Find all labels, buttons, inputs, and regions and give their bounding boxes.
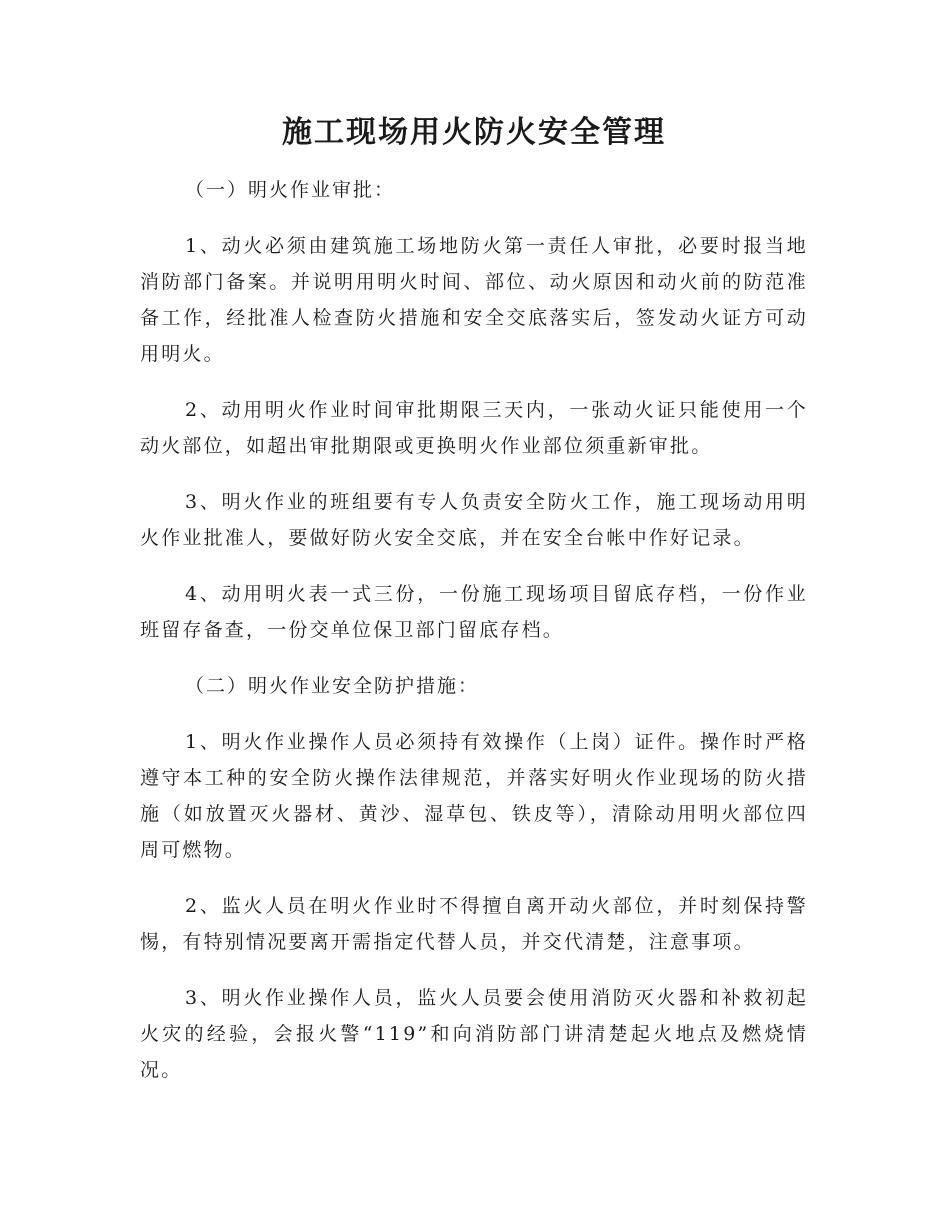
- paragraph: 2、监火人员在明火作业时不得擅自离开动火部位，并时刻保持警惕，有特别情况要离开需指定代替人员，并交代清楚，注意事项。: [140, 895, 808, 953]
- paragraph: 3、明火作业操作人员，监火人员要会使用消防灭火器和补救初起火灾的经验，会报火警“119”和向消防部门讲清楚起火地点及燃烧情况。: [140, 987, 808, 1081]
- document-page: [140, 108, 808, 1088]
- paragraph: 1、明火作业操作人员必须持有效操作（上岗）证件。操作时严格遵守本工种的安全防火操作法律规范，并落实好明火作业现场的防火措施（如放置灭火器材、黄沙、湿草包、铁皮等），清除动用明火部位四周可燃物。: [140, 731, 808, 861]
- section-heading: （一）明火作业审批：: [185, 179, 396, 201]
- paragraph: 3、明火作业的班组要有专人负责安全防火工作，施工现场动用明火作业批准人，要做好防火安全交底，并在安全台帐中作好记录。: [140, 491, 808, 549]
- paragraph: 4、动用明火表一式三份，一份施工现场项目留底存档，一份作业班留存备查，一份交单位保卫部门留底存档。: [140, 583, 808, 641]
- section-heading: （二）明火作业安全防护措施：: [185, 675, 480, 697]
- section-1: [140, 172, 808, 648]
- paragraph: 2、动用明火作业时间审批期限三天内，一张动火证只能使用一个动火部位，如超出审批期限或更换明火作业部位须重新审批。: [140, 399, 808, 457]
- document-title: 施工现场用火防火安全管理: [282, 115, 666, 150]
- section-2: [140, 668, 808, 1088]
- paragraph: 1、动火必须由建筑施工场地防火第一责任人审批，必要时报当地消防部门备案。并说明用明火时间、部位、动火原因和动火前的防范准备工作，经批准人检查防火措施和安全交底落实后，签发动火证方可动用明火。: [140, 235, 808, 365]
